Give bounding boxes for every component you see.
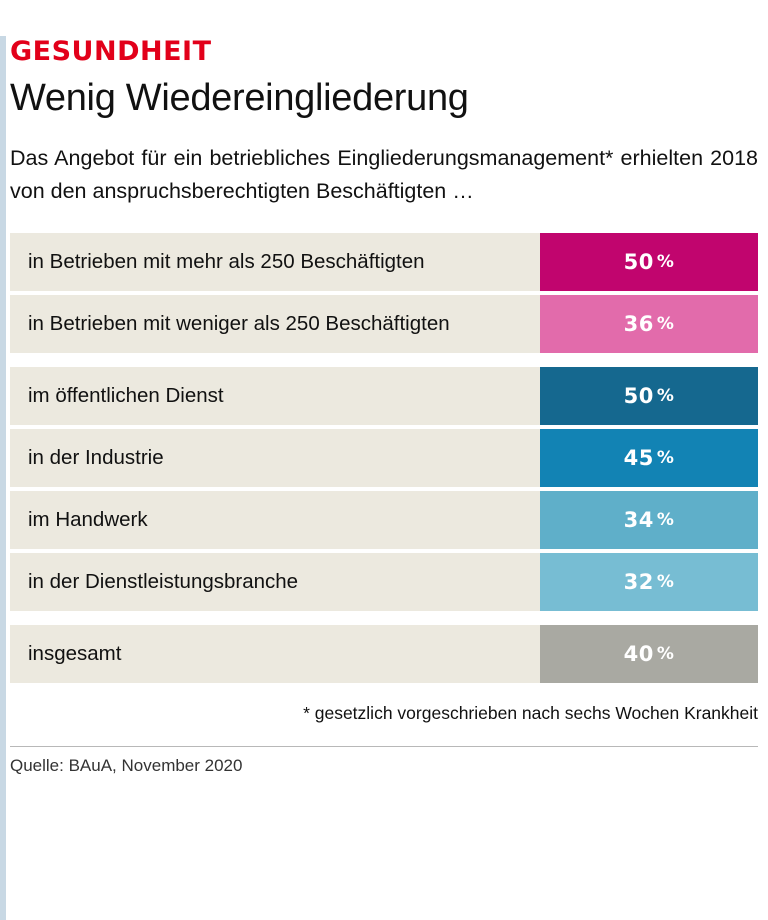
chart-row-value: 50 [623, 383, 654, 408]
chart-row-unit: % [656, 313, 675, 334]
chart-row [10, 553, 758, 611]
chart-row-unit: % [656, 571, 675, 592]
chart-group-sector [10, 367, 758, 611]
subheadline-text: Das Angebot für ein betriebliches Eingliederungsmanagement* erhielten 2018 von den anspruchsberechtigten Beschäftigten … [10, 146, 758, 204]
chart-row-label: im öffentlichen Dienst [10, 367, 540, 425]
chart-row-label: in der Industrie [10, 429, 540, 487]
chart-row-value: 36 [623, 311, 654, 336]
kicker-label: GESUNDHEIT [10, 36, 212, 67]
chart-row [10, 429, 758, 487]
chart-row-label: im Handwerk [10, 491, 540, 549]
chart-row-value: 34 [623, 507, 654, 532]
chart-row-bar [540, 553, 758, 611]
chart-group-total [10, 625, 758, 683]
chart-row-unit: % [656, 385, 675, 406]
infographic-page [0, 36, 768, 920]
source-text: Quelle: BAuA, November 2020 [10, 755, 243, 775]
chart-group-company-size [10, 233, 758, 353]
bar-chart [10, 233, 758, 683]
chart-row-label: in der Dienstleistungsbranche [10, 553, 540, 611]
chart-row-unit: % [656, 643, 675, 664]
chart-row [10, 295, 758, 353]
source-divider [10, 746, 758, 747]
chart-row-label: insgesamt [10, 625, 540, 683]
chart-row-label: in Betrieben mit mehr als 250 Beschäftigten [10, 233, 540, 291]
chart-row-bar [540, 233, 758, 291]
chart-row-bar [540, 295, 758, 353]
chart-row [10, 625, 758, 683]
chart-row-unit: % [656, 447, 675, 468]
chart-row-unit: % [656, 251, 675, 272]
chart-row-value: 32 [623, 569, 654, 594]
chart-row-value: 45 [623, 445, 654, 470]
chart-row [10, 233, 758, 291]
chart-row-value: 50 [623, 249, 654, 274]
chart-row-bar [540, 367, 758, 425]
footnote-text: * gesetzlich vorgeschrieben nach sechs Wochen Krankheit [303, 702, 758, 723]
chart-row-bar [540, 429, 758, 487]
chart-row [10, 491, 758, 549]
chart-row-bar [540, 625, 758, 683]
chart-row-unit: % [656, 509, 675, 530]
chart-row-value: 40 [623, 641, 654, 666]
page-title: Wenig Wiedereingliederung [10, 77, 469, 119]
chart-row-bar [540, 491, 758, 549]
chart-row-label: in Betrieben mit weniger als 250 Beschäftigten [10, 295, 540, 353]
left-accent-rule [0, 36, 6, 920]
chart-row [10, 367, 758, 425]
